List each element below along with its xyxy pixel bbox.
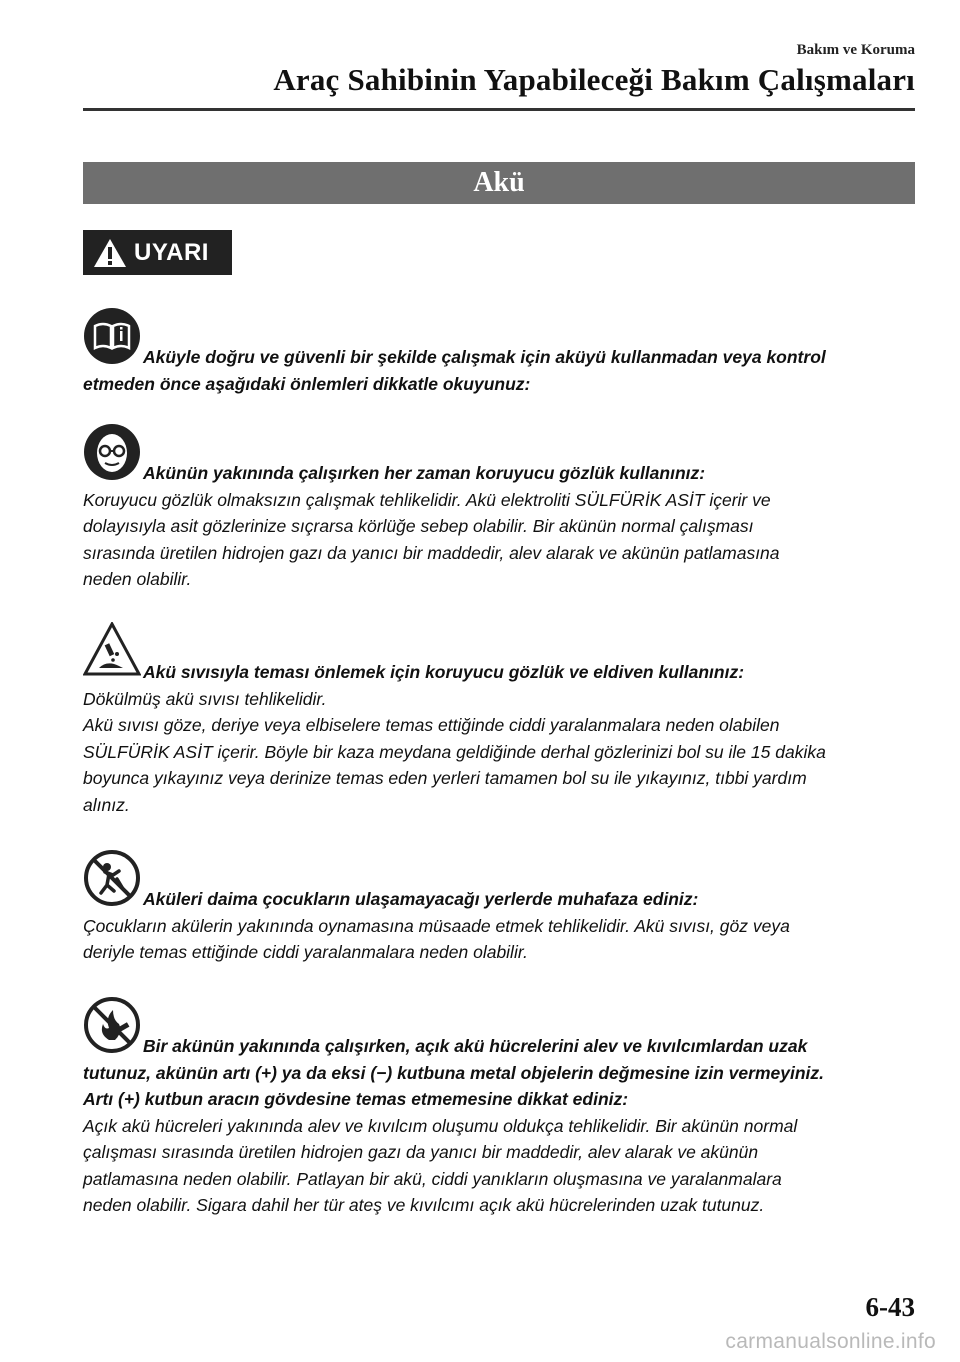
no-children-icon xyxy=(83,849,141,907)
body-line: Çocukların akülerin yakınında oynamasına müsaade etmek tehlikelidir. Akü sıvısı, göz veya xyxy=(83,915,790,936)
body-line: Dökülmüş akü sıvısı tehlikelidir. xyxy=(83,688,327,709)
body-line: Açık akü hücreleri yakınında alev ve kıvılcım oluşumu oldukça tehlikelidir. Bir akünün normal xyxy=(83,1115,798,1136)
body-line: alınız. xyxy=(83,794,130,815)
warning-label: UYARI xyxy=(134,238,209,266)
warning-badge xyxy=(83,230,232,275)
watermark: carmanualsonline.info xyxy=(725,1330,936,1353)
lead-line: Aküyle doğru ve güvenli bir şekilde çalışmak için aküyü kullanmadan veya kontrol xyxy=(143,347,826,367)
page-number: 6-43 xyxy=(865,1292,915,1322)
corrosive-acid-icon xyxy=(83,622,141,676)
body-line: sırasında üretilen hidrojen gazı da yanıcı bir maddedir, alev alarak ve akünün patlamasına xyxy=(83,542,780,563)
manual-book-icon xyxy=(83,307,141,365)
warning-item-corrosive xyxy=(83,622,923,818)
warning-triangle-icon xyxy=(92,237,128,269)
body-line: Koruyucu gözlük olmaksızın çalışmak tehlikelidir. Akü elektroliti SÜLFÜRİK ASİT içerir ve xyxy=(83,489,771,510)
lead-line: etmeden önce aşağıdaki önlemleri dikkatle okuyunuz: xyxy=(83,373,531,394)
body-line: neden olabilir. Sigara dahil her tür ateş ve kıvılcımı açık akü hücrelerinden uzak tutunuz. xyxy=(83,1195,765,1215)
lead-line: tutunuz, akünün artı (+) ya da eksi (−) kutbuna metal objelerin değmesine izin vermeyiniz. xyxy=(83,1062,824,1083)
header-section-label: Bakım ve Koruma xyxy=(796,42,915,58)
lead-line: Aküleri daima çocukların ulaşamayacağı yerlerde muhafaza ediniz: xyxy=(143,889,699,909)
warning-item-manual xyxy=(83,307,923,397)
section-title: Akü xyxy=(83,162,915,204)
body-line: boyunca yıkayınız veya derinize temas eden yerleri tamamen bol su ile yıkayınız, tıbbi yardım xyxy=(83,768,807,788)
header-divider xyxy=(83,108,915,111)
no-flame-icon xyxy=(83,996,141,1054)
body-line: patlamasına neden olabilir. Patlayan bir akü, ciddi yanıkların oluşmasına ve yaralanmalara xyxy=(83,1168,782,1189)
lead-line: Bir akünün yakınında çalışırken, açık akü hücrelerini alev ve kıvılcımlardan uzak xyxy=(143,1036,808,1056)
body-line: deriyle temas ettiğinde ciddi yaralanmalara neden olabilir. xyxy=(83,942,528,962)
body-line: neden olabilir. xyxy=(83,569,192,589)
body-line: dolayısıyla asit gözlerinize sıçrarsa körlüğe sebep olabilir. Bir akünün normal çalışması xyxy=(83,516,754,536)
body-line: SÜLFÜRİK ASİT içerir. Böyle bir kaza meydana geldiğinde derhal gözlerinizi bol su ile 15 dakika xyxy=(83,741,826,762)
warning-item-flame xyxy=(83,996,923,1219)
lead-line: Artı (+) kutbun aracın gövdesine temas etmemesine dikkat ediniz: xyxy=(83,1089,629,1109)
body-line: Akü sıvısı göze, deriye veya elbiselere temas ettiğinde ciddi yaralanmalara neden olabilen xyxy=(83,715,780,735)
safety-goggles-icon xyxy=(83,423,141,481)
lead-line: Akünün yakınında çalışırken her zaman koruyucu gözlük kullanınız: xyxy=(143,463,706,483)
warning-item-children xyxy=(83,849,923,966)
lead-line: Akü sıvısıyla teması önlemek için koruyucu gözlük ve eldiven kullanınız: xyxy=(143,662,745,682)
warning-item-goggles xyxy=(83,423,923,593)
page-title: Araç Sahibinin Yapabileceği Bakım Çalışmaları xyxy=(273,62,915,97)
body-line: çalışması sırasında üretilen hidrojen gazı da yanıcı bir maddedir, alev alarak ve akünün xyxy=(83,1142,759,1162)
